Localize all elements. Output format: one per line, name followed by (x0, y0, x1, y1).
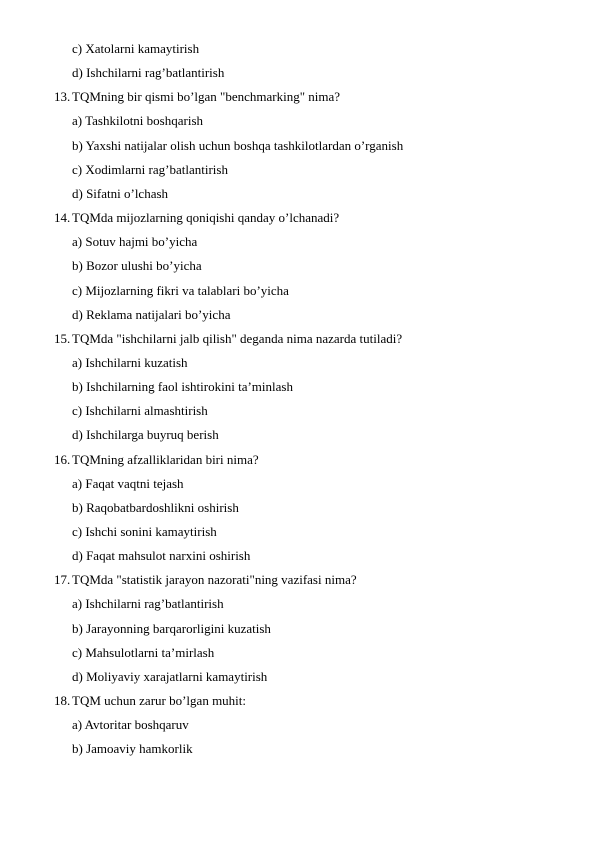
answer-option-text: b) Ishchilarning faol ishtirokini ta’minlash (72, 379, 293, 395)
question-text: TQMning afzalliklaridan biri nima? (72, 451, 259, 467)
answer-option-text: d) Faqat mahsulot narxini oshirish (72, 548, 251, 564)
question-number: 18. (54, 693, 71, 709)
answer-option-text: c) Mijozlarning fikri va talablari bo’yicha (72, 282, 289, 298)
answer-option-text: a) Tashkilotni boshqarish (72, 113, 204, 129)
answer-option-text: a) Sotuv hajmi bo’yicha (72, 234, 198, 250)
answer-option-text: b) Jamoaviy hamkorlik (72, 741, 193, 757)
question-text: TQMda "statistik jarayon nazorati"ning vazifasi nima? (72, 572, 357, 588)
answer-option-text: d) Moliyaviy xarajatlarni kamaytirish (72, 668, 268, 684)
answer-option-text: c) Xatolarni kamaytirish (72, 41, 200, 56)
answer-option-text: c) Xodimlarni rag’batlantirish (72, 161, 228, 177)
question-text: TQMning bir qismi bo’lgan "benchmarking" nima? (72, 89, 341, 105)
question-text: TQM uchun zarur bo’lgan muhit: (72, 693, 247, 709)
answer-option-text: c) Ishchilarni almashtirish (72, 403, 208, 419)
question-text: TQMda "ishchilarni jalb qilish" deganda nima nazarda tutiladi? (72, 330, 403, 346)
answer-option-text: b) Jarayonning barqarorligini kuzatish (72, 620, 271, 636)
question-number: 15. (54, 330, 71, 346)
answer-option-text: c) Ishchi sonini kamaytirish (72, 524, 217, 539)
answer-option-text: c) Mahsulotlarni ta’mirlash (72, 644, 215, 660)
answer-option-text: d) Ishchilarga buyruq berish (72, 427, 219, 443)
question-number: 16. (54, 451, 71, 467)
answer-option-text: d) Reklama natijalari bo’yicha (72, 306, 231, 322)
answer-option-text: b) Bozor ulushi bo’yicha (72, 258, 202, 274)
answer-option-text: b) Yaxshi natijalar olish uchun boshqa tashkilotlardan o’rganish (72, 137, 404, 153)
question-number: 13. (54, 89, 71, 105)
answer-option-text: b) Raqobatbardoshlikni oshirish (72, 499, 239, 515)
answer-option-text: d) Sifatni o’lchash (72, 185, 169, 201)
answer-option-text: d) Ishchilarni rag’batlantirish (72, 65, 225, 81)
answer-option-text: a) Ishchilarni rag’batlantirish (72, 596, 224, 612)
question-number: 14. (54, 210, 71, 226)
answer-option-text: a) Faqat vaqtni tejash (72, 475, 184, 491)
answer-option-text: a) Ishchilarni kuzatish (72, 354, 188, 370)
answer-option-text: a) Avtoritar boshqaruv (72, 717, 189, 733)
question-number: 17. (54, 572, 71, 588)
question-text: TQMda mijozlarning qoniqishi qanday o’lchanadi? (72, 210, 340, 226)
